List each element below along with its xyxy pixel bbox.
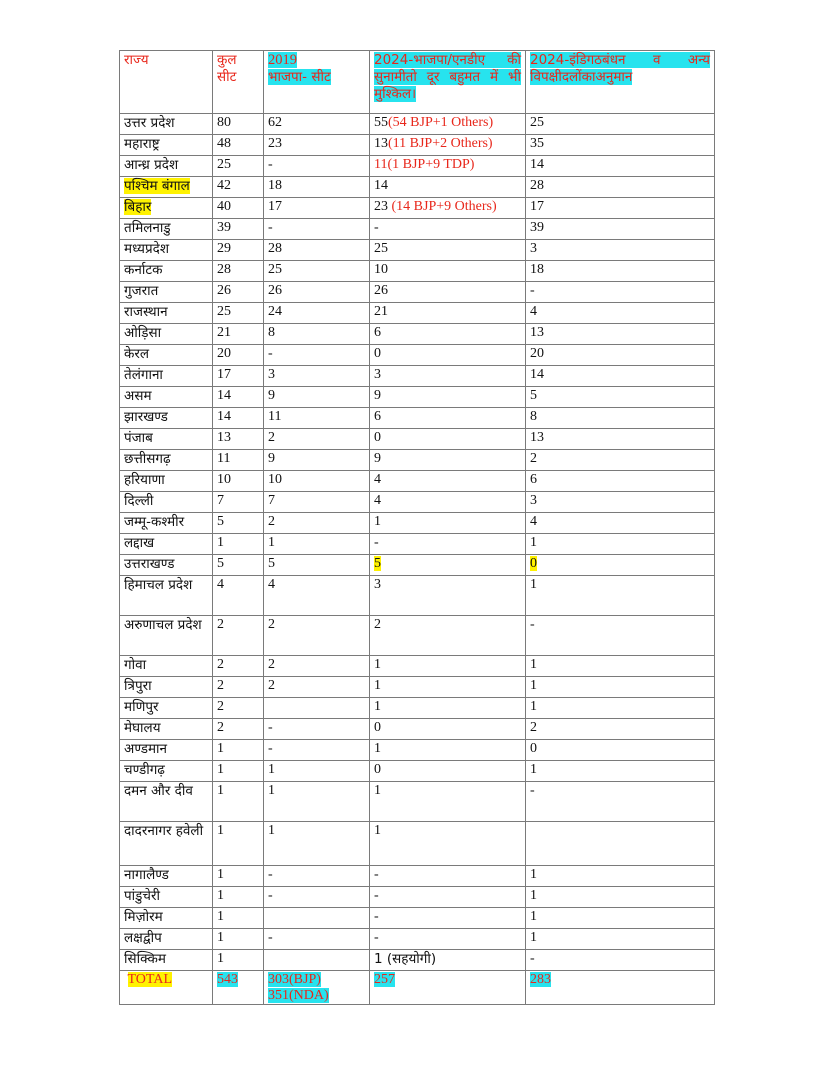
total-seats-cell: 5 xyxy=(213,555,264,576)
header-state: राज्य xyxy=(120,51,213,114)
state-cell: कर्नाटक xyxy=(120,261,213,282)
total-seats-cell: 42 xyxy=(213,177,264,198)
state-cell: सिक्किम xyxy=(120,950,213,971)
total-seats-cell: 5 xyxy=(213,513,264,534)
total-seats-cell: 21 xyxy=(213,324,264,345)
india-2024-cell xyxy=(526,822,715,866)
india-2024-cell: 1 xyxy=(526,929,715,950)
state-cell: जम्मू-कश्मीर xyxy=(120,513,213,534)
state-cell: मिज़ोरम xyxy=(120,908,213,929)
nda-2024-cell: 14 xyxy=(370,177,526,198)
nda-2024-cell: 5 xyxy=(370,555,526,576)
state-cell: त्रिपुरा xyxy=(120,677,213,698)
table-row xyxy=(120,198,715,219)
nda-2024-cell: 4 xyxy=(370,471,526,492)
nda-2024-cell: 9 xyxy=(370,387,526,408)
state-cell: उत्तर प्रदेश xyxy=(120,114,213,135)
india-2024-cell: 5 xyxy=(526,387,715,408)
state-cell: तमिलनाडु xyxy=(120,219,213,240)
total-seats-cell: 1 xyxy=(213,908,264,929)
nda-2024-cell: 1 xyxy=(370,782,526,822)
seats-2019-cell: 62 xyxy=(264,114,370,135)
state-cell: गुजरात xyxy=(120,282,213,303)
state-cell: दिल्ली xyxy=(120,492,213,513)
state-cell: गोवा xyxy=(120,656,213,677)
seats-2019-cell: 1 xyxy=(264,534,370,555)
total-seats-cell: 40 xyxy=(213,198,264,219)
seats-2019-cell xyxy=(264,950,370,971)
total-seats-cell: 1 xyxy=(213,950,264,971)
table-row xyxy=(120,450,715,471)
nda-2024-cell: 1 xyxy=(370,513,526,534)
seats-2019-cell xyxy=(264,908,370,929)
table-row xyxy=(120,387,715,408)
seats-2019-cell: - xyxy=(264,156,370,177)
table-row xyxy=(120,908,715,929)
india-2024-cell: - xyxy=(526,616,715,656)
total-seats-cell: 2 xyxy=(213,656,264,677)
seats-2019-cell: 7 xyxy=(264,492,370,513)
table-row xyxy=(120,366,715,387)
seats-2019-cell: 2 xyxy=(264,616,370,656)
state-cell: मध्यप्रदेश xyxy=(120,240,213,261)
table-row xyxy=(120,303,715,324)
total-seats-cell: 1 xyxy=(213,782,264,822)
nda-2024-cell: 13(11 BJP+2 Others) xyxy=(370,135,526,156)
seats-2019-cell: - xyxy=(264,887,370,908)
table-row xyxy=(120,782,715,822)
nda-2024-cell: 1 xyxy=(370,656,526,677)
seats-2019-cell: 10 xyxy=(264,471,370,492)
india-2024-cell: 28 xyxy=(526,177,715,198)
total-seats-cell: 10 xyxy=(213,471,264,492)
total-seats-cell: 7 xyxy=(213,492,264,513)
state-cell: ओड़िसा xyxy=(120,324,213,345)
total-seats-cell: 4 xyxy=(213,576,264,616)
table-row xyxy=(120,513,715,534)
state-cell: दादरनागर हवेली xyxy=(120,822,213,866)
nda-2024-cell: - xyxy=(370,534,526,555)
total-india-cell: 283 xyxy=(526,971,715,1005)
table-row xyxy=(120,822,715,866)
india-2024-cell: 0 xyxy=(526,555,715,576)
india-2024-cell: 1 xyxy=(526,698,715,719)
table-row xyxy=(120,177,715,198)
state-cell: राजस्थान xyxy=(120,303,213,324)
table-row xyxy=(120,698,715,719)
total-seats-cell: 39 xyxy=(213,219,264,240)
total-seats-cell: 1 xyxy=(213,761,264,782)
nda-2024-cell: 0 xyxy=(370,761,526,782)
state-cell: हरियाणा xyxy=(120,471,213,492)
nda-2024-cell: - xyxy=(370,219,526,240)
total-seats-cell: 14 xyxy=(213,387,264,408)
seat-projection-table xyxy=(119,50,715,1005)
total-seats-cell: 2 xyxy=(213,719,264,740)
state-cell: नागालैण्ड xyxy=(120,866,213,887)
india-2024-cell: 2 xyxy=(526,719,715,740)
total-seats-cell: 26 xyxy=(213,282,264,303)
seats-2019-cell: 1 xyxy=(264,782,370,822)
table-row xyxy=(120,761,715,782)
state-cell: उत्तराखण्ड xyxy=(120,555,213,576)
nda-2024-cell: 21 xyxy=(370,303,526,324)
nda-2024-cell: 0 xyxy=(370,429,526,450)
state-cell: हिमाचल प्रदेश xyxy=(120,576,213,616)
total-seats-cell: 2 xyxy=(213,616,264,656)
india-2024-cell: 1 xyxy=(526,534,715,555)
seats-2019-cell: 17 xyxy=(264,198,370,219)
seats-2019-cell: 1 xyxy=(264,822,370,866)
total-seats-cell: 1 xyxy=(213,740,264,761)
total-seats-cell: 25 xyxy=(213,303,264,324)
india-2024-cell: - xyxy=(526,282,715,303)
india-2024-cell: 1 xyxy=(526,887,715,908)
total-label-cell: TOTAL xyxy=(120,971,213,1005)
seats-2019-cell: 9 xyxy=(264,450,370,471)
india-2024-cell: 0 xyxy=(526,740,715,761)
seats-2019-cell: 25 xyxy=(264,261,370,282)
table-row xyxy=(120,887,715,908)
india-2024-cell: 3 xyxy=(526,240,715,261)
state-cell: चण्डीगढ़ xyxy=(120,761,213,782)
total-seats-cell: 543 xyxy=(213,971,264,1005)
state-cell: केरल xyxy=(120,345,213,366)
total-seats-cell: 1 xyxy=(213,929,264,950)
header-2024-nda: 2024-भाजपा/एनडीए की सुनामीतो दूर बहुमत में भी मुश्किल। xyxy=(370,51,526,114)
nda-2024-cell: 23 (14 BJP+9 Others) xyxy=(370,198,526,219)
state-cell: लक्षद्वीप xyxy=(120,929,213,950)
total-seats-cell: 17 xyxy=(213,366,264,387)
india-2024-cell: 39 xyxy=(526,219,715,240)
seats-2019-cell: 23 xyxy=(264,135,370,156)
table-row xyxy=(120,156,715,177)
nda-2024-cell: - xyxy=(370,908,526,929)
state-cell: मणिपुर xyxy=(120,698,213,719)
table-row xyxy=(120,345,715,366)
total-2019-cell: 303(BJP) 351(NDA) xyxy=(264,971,370,1005)
seats-2019-cell: 18 xyxy=(264,177,370,198)
india-2024-cell: 1 xyxy=(526,866,715,887)
nda-2024-cell: 2 xyxy=(370,616,526,656)
seats-2019-cell: 1 xyxy=(264,761,370,782)
seats-2019-cell: 24 xyxy=(264,303,370,324)
india-2024-cell: - xyxy=(526,782,715,822)
seats-2019-cell: 2 xyxy=(264,656,370,677)
total-seats-cell: 2 xyxy=(213,677,264,698)
seats-2019-cell: - xyxy=(264,719,370,740)
table-row xyxy=(120,555,715,576)
seats-2019-cell: 11 xyxy=(264,408,370,429)
total-seats-cell: 1 xyxy=(213,887,264,908)
india-2024-cell: 3 xyxy=(526,492,715,513)
header-2024-india: 2024-इंडिगठबंधन व अन्य विपक्षीदलोंकाअनुमान xyxy=(526,51,715,114)
state-cell: दमन और दीव xyxy=(120,782,213,822)
table-row xyxy=(120,616,715,656)
seats-2019-cell: - xyxy=(264,740,370,761)
india-2024-cell: 14 xyxy=(526,366,715,387)
table-row xyxy=(120,576,715,616)
total-seats-cell: 1 xyxy=(213,534,264,555)
india-2024-cell: 8 xyxy=(526,408,715,429)
total-seats-cell: 11 xyxy=(213,450,264,471)
table-row xyxy=(120,719,715,740)
india-2024-cell: 18 xyxy=(526,261,715,282)
seats-2019-cell: 2 xyxy=(264,429,370,450)
total-nda-cell: 257 xyxy=(370,971,526,1005)
nda-2024-cell: 6 xyxy=(370,324,526,345)
table-row xyxy=(120,866,715,887)
header-total-seats: कुल सीट xyxy=(213,51,264,114)
nda-2024-cell: 3 xyxy=(370,576,526,616)
total-seats-cell: 13 xyxy=(213,429,264,450)
seats-2019-cell: 9 xyxy=(264,387,370,408)
india-2024-cell: 14 xyxy=(526,156,715,177)
nda-2024-cell: 6 xyxy=(370,408,526,429)
nda-2024-cell: 0 xyxy=(370,345,526,366)
seats-2019-cell: 2 xyxy=(264,513,370,534)
nda-2024-cell: 0 xyxy=(370,719,526,740)
total-seats-cell: 28 xyxy=(213,261,264,282)
state-cell: पांडुचेरी xyxy=(120,887,213,908)
india-2024-cell: 4 xyxy=(526,303,715,324)
nda-2024-cell: 1 xyxy=(370,822,526,866)
state-cell: महाराष्ट्र xyxy=(120,135,213,156)
india-2024-cell: 25 xyxy=(526,114,715,135)
table-row xyxy=(120,135,715,156)
nda-2024-cell: 4 xyxy=(370,492,526,513)
table-row xyxy=(120,282,715,303)
table-row xyxy=(120,677,715,698)
india-2024-cell: 1 xyxy=(526,908,715,929)
state-cell: असम xyxy=(120,387,213,408)
india-2024-cell: 35 xyxy=(526,135,715,156)
total-seats-cell: 20 xyxy=(213,345,264,366)
seats-2019-cell: - xyxy=(264,929,370,950)
table-row xyxy=(120,929,715,950)
state-cell: लद्दाख xyxy=(120,534,213,555)
state-cell: अण्डमान xyxy=(120,740,213,761)
header-row xyxy=(120,51,715,114)
india-2024-cell: 1 xyxy=(526,656,715,677)
state-cell: तेलंगाना xyxy=(120,366,213,387)
table-row xyxy=(120,408,715,429)
india-2024-cell: 1 xyxy=(526,677,715,698)
nda-2024-cell: - xyxy=(370,887,526,908)
nda-2024-cell: - xyxy=(370,866,526,887)
total-seats-cell: 1 xyxy=(213,866,264,887)
seats-2019-cell: 8 xyxy=(264,324,370,345)
seats-2019-cell: 2 xyxy=(264,677,370,698)
nda-2024-cell: 1 (सहयोगी) xyxy=(370,950,526,971)
table-row xyxy=(120,740,715,761)
nda-2024-cell: 25 xyxy=(370,240,526,261)
india-2024-cell: 13 xyxy=(526,324,715,345)
seats-2019-cell xyxy=(264,698,370,719)
total-seats-cell: 48 xyxy=(213,135,264,156)
seats-2019-cell: - xyxy=(264,345,370,366)
india-2024-cell: 2 xyxy=(526,450,715,471)
india-2024-cell: 20 xyxy=(526,345,715,366)
total-seats-cell: 14 xyxy=(213,408,264,429)
table-row xyxy=(120,240,715,261)
nda-2024-cell: - xyxy=(370,929,526,950)
table-row xyxy=(120,324,715,345)
total-seats-cell: 2 xyxy=(213,698,264,719)
state-cell: बिहार xyxy=(120,198,213,219)
state-cell: अरुणाचल प्रदेश xyxy=(120,616,213,656)
india-2024-cell: 4 xyxy=(526,513,715,534)
table-row xyxy=(120,261,715,282)
nda-2024-cell: 1 xyxy=(370,698,526,719)
state-cell: पश्चिम बंगाल xyxy=(120,177,213,198)
table-row xyxy=(120,219,715,240)
state-cell: मेघालय xyxy=(120,719,213,740)
nda-2024-cell: 9 xyxy=(370,450,526,471)
table-row xyxy=(120,656,715,677)
header-2019-bjp-seats: 2019 भाजपा- सीट xyxy=(264,51,370,114)
seats-2019-cell: - xyxy=(264,219,370,240)
nda-2024-cell: 10 xyxy=(370,261,526,282)
state-cell: छत्तीसगढ़ xyxy=(120,450,213,471)
state-cell: झारखण्ड xyxy=(120,408,213,429)
india-2024-cell: 1 xyxy=(526,576,715,616)
table-row xyxy=(120,492,715,513)
seats-2019-cell: 3 xyxy=(264,366,370,387)
seats-2019-cell: 28 xyxy=(264,240,370,261)
total-seats-cell: 80 xyxy=(213,114,264,135)
india-2024-cell: 13 xyxy=(526,429,715,450)
table-row xyxy=(120,429,715,450)
nda-2024-cell: 1 xyxy=(370,677,526,698)
nda-2024-cell: 55(54 BJP+1 Others) xyxy=(370,114,526,135)
total-seats-cell: 1 xyxy=(213,822,264,866)
nda-2024-cell: 3 xyxy=(370,366,526,387)
total-row xyxy=(120,971,715,1005)
seats-2019-cell: 5 xyxy=(264,555,370,576)
india-2024-cell: - xyxy=(526,950,715,971)
seats-2019-cell: - xyxy=(264,866,370,887)
table-row xyxy=(120,534,715,555)
table-row xyxy=(120,950,715,971)
state-cell: पंजाब xyxy=(120,429,213,450)
seats-2019-cell: 26 xyxy=(264,282,370,303)
table-row xyxy=(120,471,715,492)
india-2024-cell: 1 xyxy=(526,761,715,782)
nda-2024-cell: 26 xyxy=(370,282,526,303)
total-seats-cell: 29 xyxy=(213,240,264,261)
india-2024-cell: 17 xyxy=(526,198,715,219)
nda-2024-cell: 1 xyxy=(370,740,526,761)
india-2024-cell: 6 xyxy=(526,471,715,492)
nda-2024-cell: 11(1 BJP+9 TDP) xyxy=(370,156,526,177)
total-seats-cell: 25 xyxy=(213,156,264,177)
seats-2019-cell: 4 xyxy=(264,576,370,616)
table-row xyxy=(120,114,715,135)
state-cell: आन्ध्र प्रदेश xyxy=(120,156,213,177)
